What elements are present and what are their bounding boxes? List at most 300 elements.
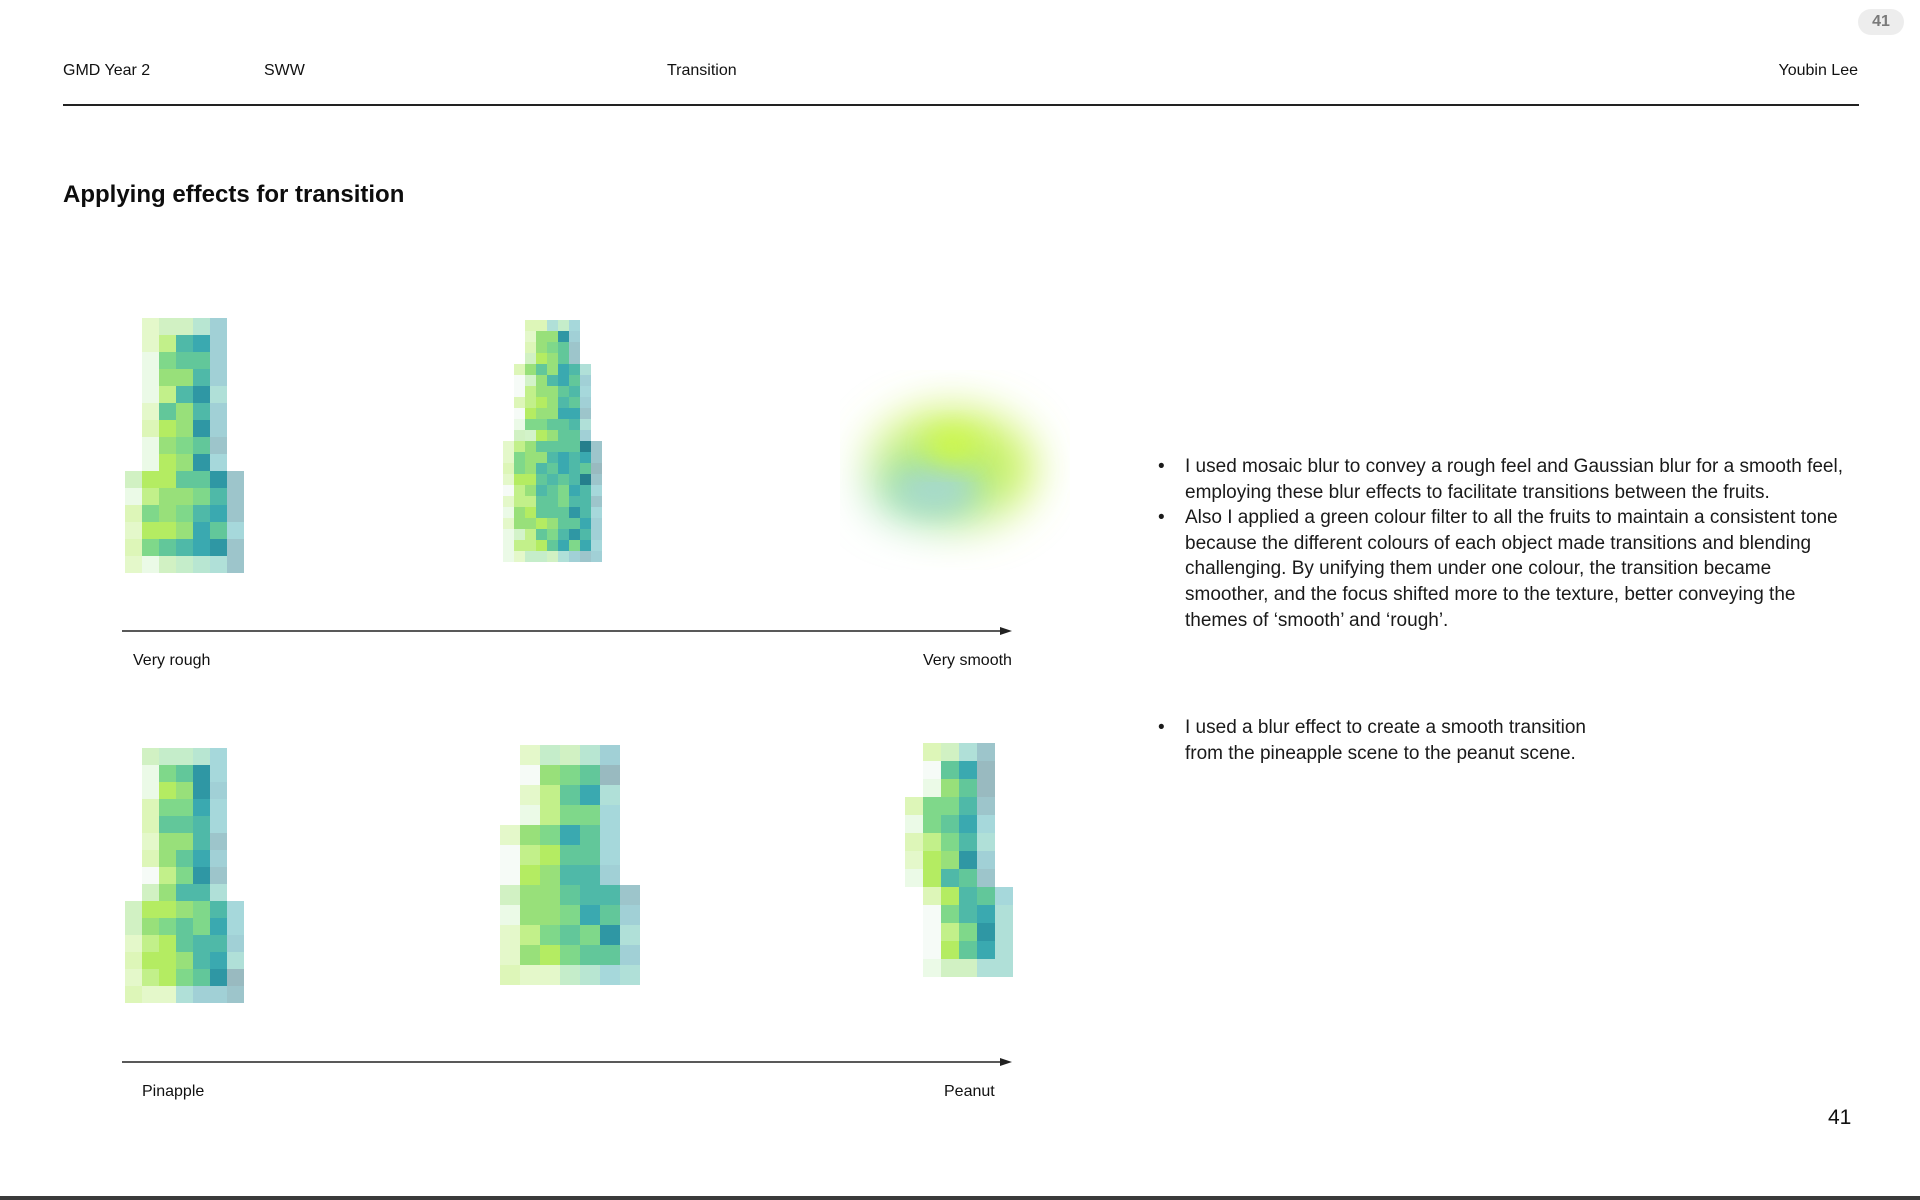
mosaic-tile xyxy=(558,518,569,529)
mosaic-tile xyxy=(977,743,995,761)
mosaic-tile xyxy=(547,496,558,507)
mosaic-tile xyxy=(514,452,525,463)
mosaic-tile xyxy=(176,437,193,454)
mosaic-tile xyxy=(977,941,995,959)
mosaic-tile xyxy=(525,408,536,419)
mosaic-tile xyxy=(500,965,520,985)
mosaic-tile xyxy=(580,518,591,529)
mosaic-tile xyxy=(923,851,941,869)
mosaic-tile xyxy=(558,485,569,496)
mosaic-tile xyxy=(569,364,580,375)
mosaic-tile xyxy=(142,833,159,850)
mosaic-tile xyxy=(210,352,227,369)
mosaic-tile xyxy=(547,463,558,474)
mosaic-tile xyxy=(514,430,525,441)
mosaic-tile xyxy=(142,488,159,505)
mosaic-tile xyxy=(536,518,547,529)
mosaic-tile xyxy=(580,925,600,945)
mosaic-tile xyxy=(569,320,580,331)
mosaic-tile xyxy=(210,901,227,918)
mosaic-tile xyxy=(210,952,227,969)
mosaic-tile xyxy=(159,318,176,335)
mosaic-tile xyxy=(536,408,547,419)
mosaic-tile xyxy=(503,474,514,485)
mosaic-tile xyxy=(536,397,547,408)
mosaic-tile xyxy=(580,364,591,375)
header-divider xyxy=(63,104,1859,106)
mosaic-tile xyxy=(569,353,580,364)
mosaic-tile xyxy=(536,331,547,342)
mosaic-tile xyxy=(210,420,227,437)
mosaic-tile xyxy=(580,825,600,845)
mosaic-tile xyxy=(142,884,159,901)
mosaic-tile xyxy=(514,441,525,452)
mosaic-tile xyxy=(520,905,540,925)
mosaic-tile xyxy=(591,518,602,529)
mosaic-tile xyxy=(558,540,569,551)
mosaic-tile xyxy=(569,518,580,529)
mosaic-tile xyxy=(580,945,600,965)
mosaic-tile xyxy=(500,945,520,965)
mosaic-tile xyxy=(503,507,514,518)
mosaic-tile xyxy=(176,556,193,573)
mosaic-tile xyxy=(580,441,591,452)
peanut-mosaic-image xyxy=(905,743,1020,1018)
mosaic-tile xyxy=(227,539,244,556)
mosaic-tile xyxy=(500,925,520,945)
mosaic-tile xyxy=(193,335,210,352)
mosaic-tile xyxy=(210,850,227,867)
mosaic-tile xyxy=(193,884,210,901)
gaussian-blur-image xyxy=(840,370,1070,570)
pineapple-peanut-arrow xyxy=(122,1054,1014,1070)
mosaic-tile xyxy=(210,386,227,403)
mosaic-tile xyxy=(558,430,569,441)
mosaic-tile xyxy=(159,748,176,765)
mosaic-tile xyxy=(995,905,1013,923)
mosaic-tile xyxy=(977,851,995,869)
mosaic-tile xyxy=(941,851,959,869)
mosaic-tile xyxy=(620,945,640,965)
mosaic-tile xyxy=(536,386,547,397)
mosaic-tile xyxy=(536,452,547,463)
mosaic-tile xyxy=(514,419,525,430)
mosaic-tile xyxy=(159,352,176,369)
mosaic-tile xyxy=(540,845,560,865)
mosaic-tile xyxy=(558,408,569,419)
mosaic-tile xyxy=(558,353,569,364)
mosaic-tile xyxy=(193,765,210,782)
mosaic-tile xyxy=(159,403,176,420)
transition-mosaic-image xyxy=(500,745,645,1010)
mosaic-tile xyxy=(558,386,569,397)
mosaic-tile xyxy=(520,965,540,985)
peanut-label: Peanut xyxy=(944,1083,995,1100)
mosaic-tile xyxy=(536,353,547,364)
mosaic-tile xyxy=(500,905,520,925)
mosaic-tile xyxy=(125,986,142,1003)
mosaic-tile xyxy=(558,320,569,331)
very-smooth-label: Very smooth xyxy=(923,652,1012,669)
pinapple-label: Pinapple xyxy=(142,1083,205,1100)
mosaic-tile xyxy=(569,463,580,474)
mosaic-tile xyxy=(525,474,536,485)
mosaic-tile xyxy=(159,522,176,539)
mosaic-tile xyxy=(977,869,995,887)
mosaic-tile xyxy=(159,952,176,969)
mosaic-tile xyxy=(142,850,159,867)
mosaic-tile xyxy=(159,454,176,471)
mosaic-tile xyxy=(503,485,514,496)
mosaic-tile xyxy=(142,454,159,471)
note-item: • Also I applied a green colour filter to all the fruits to maintain a consistent tone because the different colours of each object made transitions and blending challenging. By unifying them under one colour, the transition became smoother, and the focus shifted more to the texture, better conveying the themes of ‘smooth’ and ‘rough’. xyxy=(1158,505,1858,633)
mosaic-tile xyxy=(159,488,176,505)
pineapple-mosaic-image xyxy=(125,748,245,1023)
mosaic-tile xyxy=(159,369,176,386)
mosaic-tile xyxy=(503,540,514,551)
mosaic-tile xyxy=(193,833,210,850)
mosaic-tile xyxy=(159,986,176,1003)
mosaic-tile xyxy=(193,454,210,471)
mosaic-tile xyxy=(905,869,923,887)
mosaic-tile xyxy=(125,539,142,556)
mosaic-tile xyxy=(525,419,536,430)
mosaic-tile xyxy=(176,369,193,386)
mosaic-tile xyxy=(560,905,580,925)
mosaic-tile xyxy=(142,748,159,765)
mosaic-tile xyxy=(159,765,176,782)
mosaic-tile xyxy=(142,437,159,454)
mosaic-tile xyxy=(159,782,176,799)
mosaic-tile xyxy=(227,918,244,935)
mosaic-tile xyxy=(540,885,560,905)
mosaic-tile xyxy=(560,785,580,805)
mosaic-tile xyxy=(125,935,142,952)
mosaic-tile xyxy=(176,816,193,833)
mosaic-tile xyxy=(591,507,602,518)
mosaic-tile xyxy=(536,485,547,496)
mosaic-tile xyxy=(193,748,210,765)
mosaic-tile xyxy=(569,507,580,518)
mosaic-tile xyxy=(159,799,176,816)
note-item: • I used mosaic blur to convey a rough feel and Gaussian blur for a smooth feel, employing these blur effects to facilitate transitions between the fruits. xyxy=(1158,454,1858,505)
mosaic-tile xyxy=(210,522,227,539)
mosaic-tile xyxy=(159,918,176,935)
mosaic-tile xyxy=(600,865,620,885)
mosaic-tile xyxy=(591,529,602,540)
mosaic-tile xyxy=(536,474,547,485)
mosaic-tile xyxy=(580,905,600,925)
mosaic-tile xyxy=(536,463,547,474)
mosaic-tile xyxy=(923,923,941,941)
mosaic-tile xyxy=(176,318,193,335)
mosaic-tile xyxy=(995,887,1013,905)
mosaic-tile xyxy=(176,833,193,850)
mosaic-tile xyxy=(558,331,569,342)
mosaic-tile xyxy=(176,799,193,816)
mosaic-tile xyxy=(125,952,142,969)
mosaic-tile xyxy=(125,505,142,522)
page-title: Applying effects for transition xyxy=(63,181,405,208)
mosaic-tile xyxy=(560,805,580,825)
mosaic-fine-image xyxy=(503,320,613,575)
mosaic-tile xyxy=(977,797,995,815)
mosaic-tile xyxy=(580,430,591,441)
mosaic-tile xyxy=(569,397,580,408)
mosaic-tile xyxy=(210,403,227,420)
mosaic-tile xyxy=(525,331,536,342)
mosaic-tile xyxy=(560,965,580,985)
mosaic-tile xyxy=(600,745,620,765)
mosaic-tile xyxy=(159,884,176,901)
mosaic-tile xyxy=(514,496,525,507)
mosaic-tile xyxy=(210,918,227,935)
mosaic-tile xyxy=(176,867,193,884)
mosaic-tile xyxy=(193,471,210,488)
mosaic-tile xyxy=(941,923,959,941)
mosaic-tile xyxy=(600,885,620,905)
mosaic-tile xyxy=(540,925,560,945)
mosaic-tile xyxy=(142,765,159,782)
mosaic-tile xyxy=(525,397,536,408)
mosaic-tile xyxy=(193,369,210,386)
mosaic-tile xyxy=(923,887,941,905)
mosaic-tile xyxy=(923,905,941,923)
mosaic-tile xyxy=(547,364,558,375)
mosaic-tile xyxy=(941,797,959,815)
mosaic-tile xyxy=(142,471,159,488)
mosaic-tile xyxy=(536,496,547,507)
notes-bottom xyxy=(1158,715,1598,766)
mosaic-tile xyxy=(176,386,193,403)
mosaic-tile xyxy=(193,986,210,1003)
mosaic-tile xyxy=(600,845,620,865)
mosaic-coarse-image xyxy=(125,318,245,588)
mosaic-tile xyxy=(500,825,520,845)
mosaic-tile xyxy=(580,386,591,397)
mosaic-tile xyxy=(142,952,159,969)
mosaic-tile xyxy=(547,474,558,485)
mosaic-tile xyxy=(560,845,580,865)
mosaic-tile xyxy=(580,845,600,865)
mosaic-tile xyxy=(176,765,193,782)
mosaic-tile xyxy=(540,825,560,845)
mosaic-tile xyxy=(514,397,525,408)
mosaic-tile xyxy=(558,474,569,485)
mosaic-tile xyxy=(580,397,591,408)
mosaic-tile xyxy=(905,833,923,851)
bottom-edge xyxy=(0,1196,1920,1200)
mosaic-tile xyxy=(547,386,558,397)
mosaic-tile xyxy=(995,941,1013,959)
mosaic-tile xyxy=(540,745,560,765)
mosaic-tile xyxy=(142,539,159,556)
mosaic-tile xyxy=(500,845,520,865)
mosaic-tile xyxy=(193,952,210,969)
mosaic-tile xyxy=(210,884,227,901)
mosaic-tile xyxy=(560,945,580,965)
mosaic-tile xyxy=(142,556,159,573)
mosaic-tile xyxy=(525,375,536,386)
mosaic-tile xyxy=(142,986,159,1003)
mosaic-tile xyxy=(525,518,536,529)
mosaic-tile xyxy=(193,505,210,522)
mosaic-tile xyxy=(125,471,142,488)
rough-smooth-arrow xyxy=(122,623,1014,639)
mosaic-tile xyxy=(159,437,176,454)
mosaic-tile xyxy=(547,419,558,430)
mosaic-tile xyxy=(142,420,159,437)
mosaic-tile xyxy=(600,805,620,825)
mosaic-tile xyxy=(159,969,176,986)
mosaic-tile xyxy=(540,785,560,805)
mosaic-tile xyxy=(176,335,193,352)
mosaic-tile xyxy=(580,419,591,430)
mosaic-tile xyxy=(210,488,227,505)
mosaic-tile xyxy=(227,471,244,488)
mosaic-tile xyxy=(520,785,540,805)
mosaic-tile xyxy=(525,353,536,364)
mosaic-tile xyxy=(142,318,159,335)
mosaic-tile xyxy=(558,419,569,430)
mosaic-tile xyxy=(580,408,591,419)
mosaic-tile xyxy=(591,474,602,485)
mosaic-tile xyxy=(210,816,227,833)
mosaic-tile xyxy=(536,430,547,441)
mosaic-tile xyxy=(959,761,977,779)
mosaic-tile xyxy=(580,375,591,386)
mosaic-tile xyxy=(941,833,959,851)
mosaic-tile xyxy=(560,865,580,885)
mosaic-tile xyxy=(569,419,580,430)
mosaic-tile xyxy=(923,959,941,977)
mosaic-tile xyxy=(125,522,142,539)
mosaic-tile xyxy=(959,797,977,815)
mosaic-tile xyxy=(159,505,176,522)
mosaic-tile xyxy=(995,923,1013,941)
mosaic-tile xyxy=(193,556,210,573)
mosaic-tile xyxy=(176,969,193,986)
mosaic-tile xyxy=(941,941,959,959)
mosaic-tile xyxy=(210,335,227,352)
mosaic-tile xyxy=(210,782,227,799)
mosaic-tile xyxy=(941,869,959,887)
mosaic-tile xyxy=(959,743,977,761)
mosaic-tile xyxy=(503,441,514,452)
mosaic-tile xyxy=(227,505,244,522)
mosaic-tile xyxy=(193,782,210,799)
mosaic-tile xyxy=(558,529,569,540)
mosaic-tile xyxy=(210,556,227,573)
mosaic-tile xyxy=(227,969,244,986)
mosaic-tile xyxy=(514,463,525,474)
mosaic-tile xyxy=(500,885,520,905)
header-section: Transition xyxy=(667,62,737,79)
mosaic-tile xyxy=(580,765,600,785)
mosaic-tile xyxy=(941,887,959,905)
mosaic-tile xyxy=(193,318,210,335)
mosaic-tile xyxy=(227,488,244,505)
mosaic-tile xyxy=(536,364,547,375)
mosaic-tile xyxy=(514,518,525,529)
mosaic-tile xyxy=(159,850,176,867)
mosaic-tile xyxy=(227,935,244,952)
page-number: 41 xyxy=(1828,1106,1852,1129)
mosaic-tile xyxy=(142,403,159,420)
mosaic-tile xyxy=(580,540,591,551)
mosaic-tile xyxy=(536,507,547,518)
mosaic-tile xyxy=(569,386,580,397)
mosaic-tile xyxy=(959,887,977,905)
mosaic-tile xyxy=(210,505,227,522)
mosaic-tile xyxy=(923,779,941,797)
mosaic-tile xyxy=(569,540,580,551)
mosaic-tile xyxy=(525,496,536,507)
mosaic-tile xyxy=(536,529,547,540)
header-author: Youbin Lee xyxy=(1778,62,1858,79)
mosaic-tile xyxy=(176,986,193,1003)
mosaic-tile xyxy=(977,833,995,851)
mosaic-tile xyxy=(580,452,591,463)
mosaic-tile xyxy=(159,867,176,884)
mosaic-tile xyxy=(159,539,176,556)
mosaic-tile xyxy=(536,342,547,353)
mosaic-tile xyxy=(142,901,159,918)
mosaic-tile xyxy=(977,761,995,779)
mosaic-tile xyxy=(176,748,193,765)
mosaic-tile xyxy=(176,884,193,901)
mosaic-tile xyxy=(923,761,941,779)
mosaic-tile xyxy=(591,485,602,496)
mosaic-tile xyxy=(500,865,520,885)
mosaic-tile xyxy=(959,923,977,941)
mosaic-tile xyxy=(540,945,560,965)
mosaic-tile xyxy=(176,952,193,969)
mosaic-tile xyxy=(560,745,580,765)
mosaic-tile xyxy=(558,364,569,375)
mosaic-tile xyxy=(547,529,558,540)
mosaic-tile xyxy=(558,441,569,452)
mosaic-tile xyxy=(520,765,540,785)
mosaic-tile xyxy=(159,556,176,573)
mosaic-tile xyxy=(176,918,193,935)
mosaic-tile xyxy=(580,885,600,905)
mosaic-tile xyxy=(210,867,227,884)
mosaic-tile xyxy=(558,463,569,474)
mosaic-tile xyxy=(536,320,547,331)
mosaic-tile xyxy=(142,335,159,352)
mosaic-tile xyxy=(600,945,620,965)
mosaic-tile xyxy=(540,905,560,925)
mosaic-tile xyxy=(560,885,580,905)
mosaic-tile xyxy=(941,779,959,797)
mosaic-tile xyxy=(514,485,525,496)
mosaic-tile xyxy=(193,969,210,986)
mosaic-tile xyxy=(142,867,159,884)
mosaic-tile xyxy=(503,496,514,507)
mosaic-tile xyxy=(176,352,193,369)
mosaic-tile xyxy=(591,452,602,463)
notes-top xyxy=(1158,454,1858,633)
mosaic-tile xyxy=(525,540,536,551)
mosaic-tile xyxy=(959,959,977,977)
mosaic-tile xyxy=(547,342,558,353)
mosaic-tile xyxy=(125,556,142,573)
mosaic-tile xyxy=(227,522,244,539)
mosaic-tile xyxy=(514,540,525,551)
mosaic-tile xyxy=(547,430,558,441)
mosaic-tile xyxy=(210,935,227,952)
